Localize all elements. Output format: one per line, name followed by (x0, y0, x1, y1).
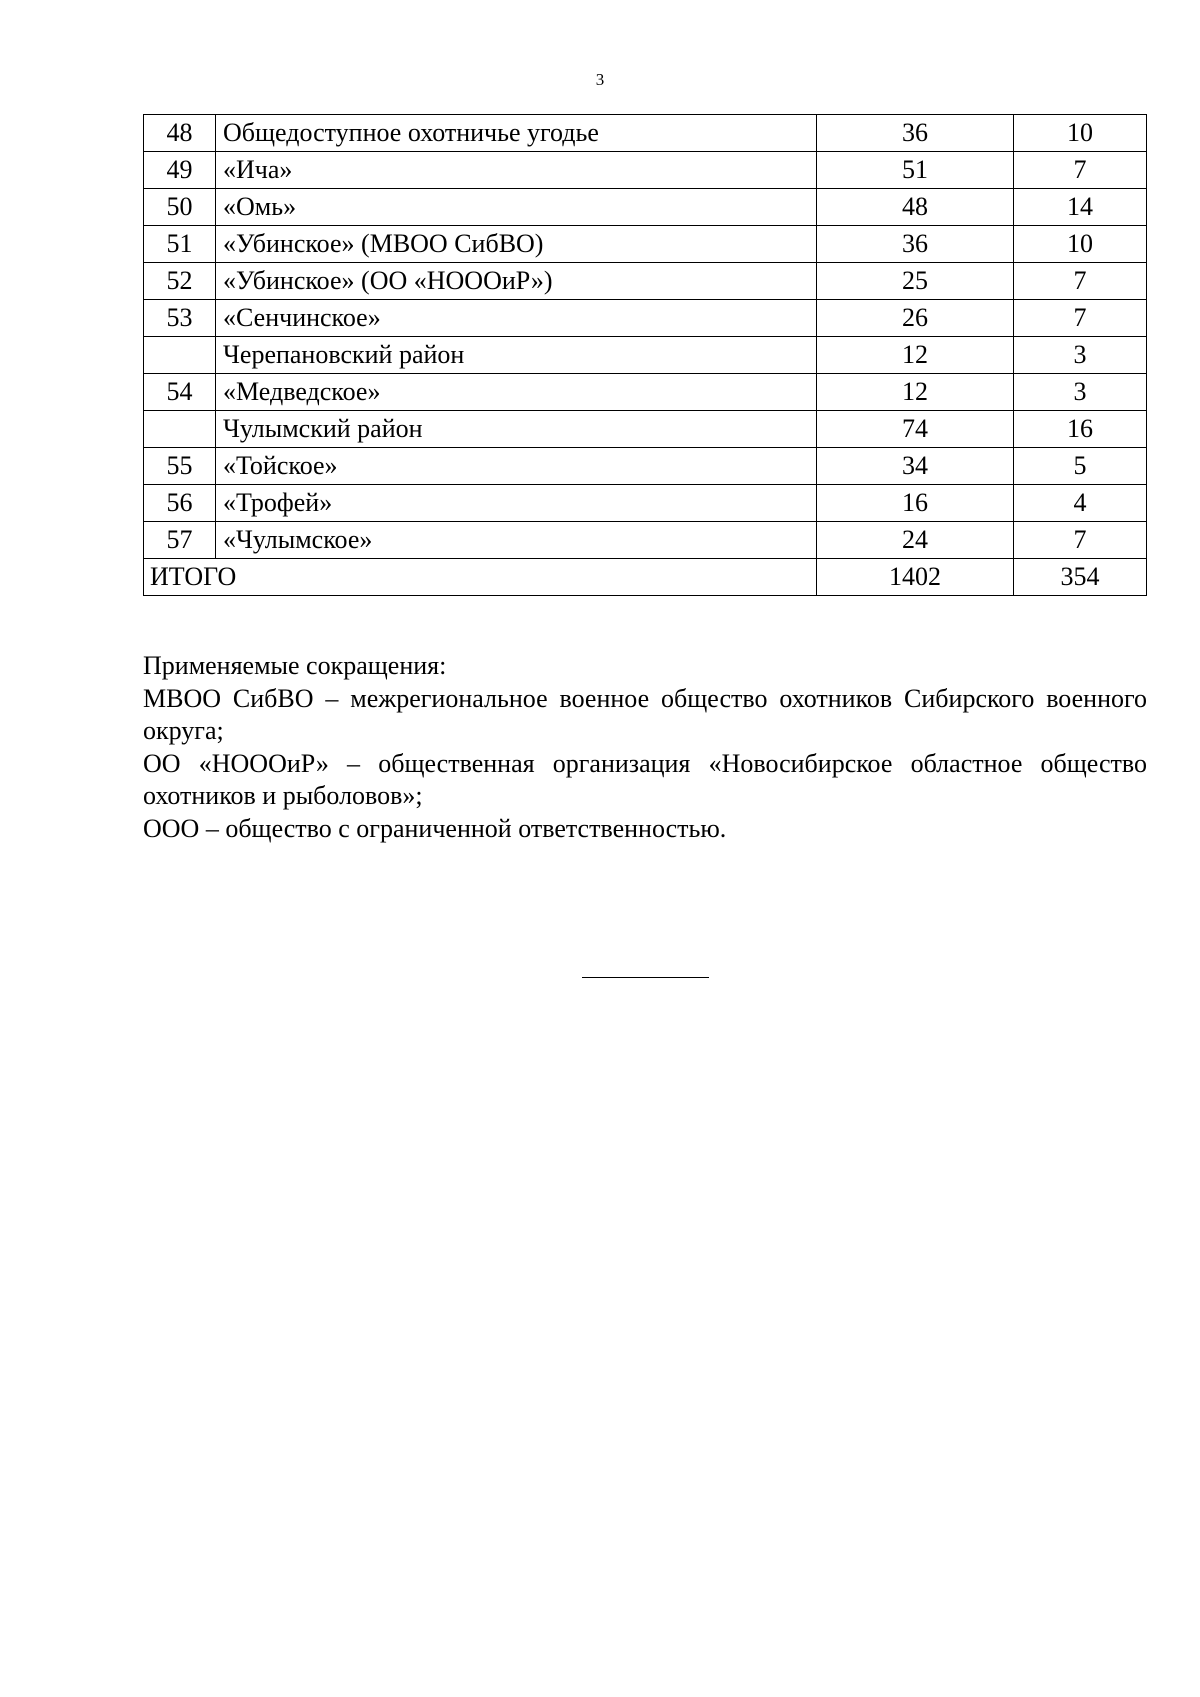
table-row (144, 337, 1147, 374)
total-row (144, 559, 1147, 596)
row-value-b-cell: 16 (1014, 411, 1147, 448)
abbreviations-notes (143, 650, 1147, 845)
row-value-b-cell: 10 (1014, 226, 1147, 263)
row-value-a-cell: 36 (817, 226, 1014, 263)
table-row (144, 448, 1147, 485)
abbreviation-item: МВОО СибВО – межрегиональное военное общество охотников Сибирского военного округа; (143, 683, 1147, 745)
row-value-a-cell: 34 (817, 448, 1014, 485)
row-value-a-cell: 36 (817, 115, 1014, 152)
row-value-b-cell: 3 (1014, 374, 1147, 411)
end-of-document-rule (582, 977, 709, 978)
row-value-b-cell: 7 (1014, 300, 1147, 337)
row-name-cell: «Убинское» (ОО «НОООиР») (216, 263, 817, 300)
total-label-cell: ИТОГО (144, 559, 817, 596)
row-value-b-cell: 4 (1014, 485, 1147, 522)
row-value-a-cell: 16 (817, 485, 1014, 522)
row-name-cell: Общедоступное охотничье угодье (216, 115, 817, 152)
row-value-a-cell: 74 (817, 411, 1014, 448)
table-row (144, 485, 1147, 522)
row-value-b-cell: 7 (1014, 263, 1147, 300)
row-value-b-cell: 14 (1014, 189, 1147, 226)
row-value-a-cell: 48 (817, 189, 1014, 226)
row-value-b-cell: 5 (1014, 448, 1147, 485)
table-row (144, 226, 1147, 263)
hunting-grounds-table (143, 114, 1147, 596)
abbreviations-heading: Применяемые сокращения: (143, 651, 447, 680)
table-row (144, 300, 1147, 337)
abbreviation-item: ОО «НОООиР» – общественная организация «Новосибирское областное общество охотников и рыболовов»; (143, 748, 1147, 810)
row-number-cell: 51 (144, 226, 216, 263)
row-name-cell: «Убинское» (МВОО СибВО) (216, 226, 817, 263)
row-value-a-cell: 12 (817, 337, 1014, 374)
row-value-b-cell: 3 (1014, 337, 1147, 374)
row-number-cell (144, 337, 216, 374)
row-value-b-cell: 7 (1014, 152, 1147, 189)
total-value-b-cell: 354 (1014, 559, 1147, 596)
row-number-cell: 48 (144, 115, 216, 152)
row-value-a-cell: 25 (817, 263, 1014, 300)
table-body (144, 115, 1147, 596)
row-number-cell: 56 (144, 485, 216, 522)
row-name-cell: «Чулымское» (216, 522, 817, 559)
row-number-cell: 49 (144, 152, 216, 189)
row-name-cell: «Омь» (216, 189, 817, 226)
row-number-cell: 50 (144, 189, 216, 226)
row-value-a-cell: 12 (817, 374, 1014, 411)
row-number-cell: 55 (144, 448, 216, 485)
abbreviation-item: ООО – общество с ограниченной ответственностью. (143, 813, 727, 843)
row-value-a-cell: 26 (817, 300, 1014, 337)
row-name-cell: «Ича» (216, 152, 817, 189)
row-value-a-cell: 24 (817, 522, 1014, 559)
table-row (144, 263, 1147, 300)
row-number-cell: 54 (144, 374, 216, 411)
row-value-a-cell: 51 (817, 152, 1014, 189)
row-value-b-cell: 7 (1014, 522, 1147, 559)
page-number: 3 (595, 70, 605, 89)
table-row (144, 115, 1147, 152)
row-number-cell: 52 (144, 263, 216, 300)
row-name-cell: «Медведское» (216, 374, 817, 411)
row-name-cell: Черепановский район (216, 337, 817, 374)
table-row (144, 522, 1147, 559)
row-name-cell: «Трофей» (216, 485, 817, 522)
row-name-cell: «Тойское» (216, 448, 817, 485)
total-value-a-cell: 1402 (817, 559, 1014, 596)
row-name-cell: Чулымский район (216, 411, 817, 448)
table-row (144, 189, 1147, 226)
table-row (144, 374, 1147, 411)
row-number-cell (144, 411, 216, 448)
table-row (144, 411, 1147, 448)
row-number-cell: 53 (144, 300, 216, 337)
row-name-cell: «Сенчинское» (216, 300, 817, 337)
row-number-cell: 57 (144, 522, 216, 559)
row-value-b-cell: 10 (1014, 115, 1147, 152)
table-row (144, 152, 1147, 189)
